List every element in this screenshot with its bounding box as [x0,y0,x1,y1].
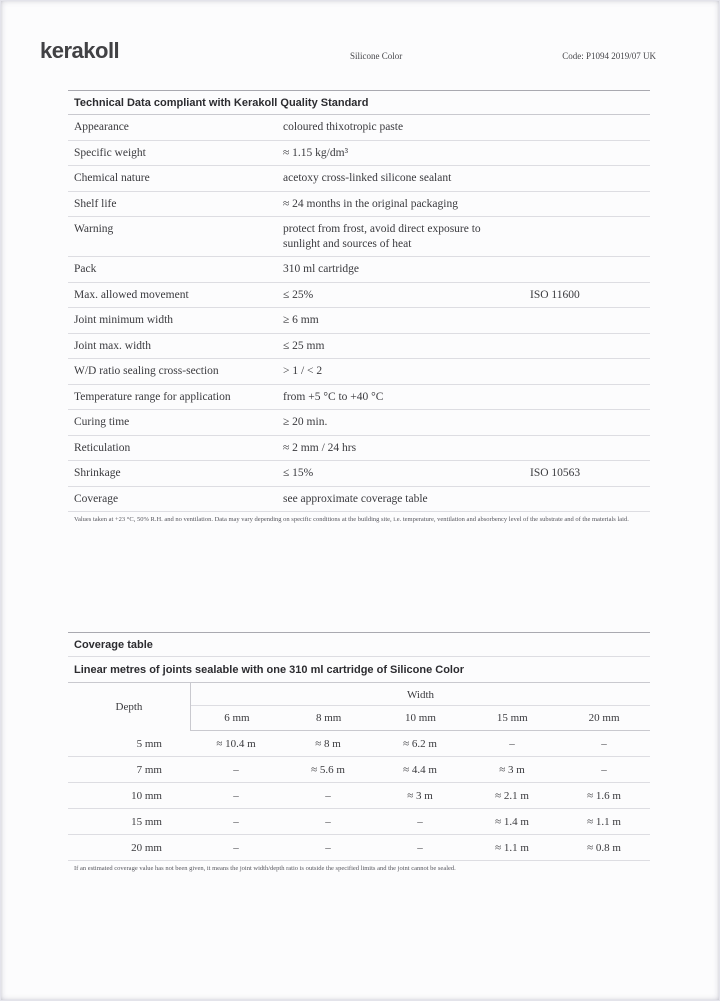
tech-row-value: ≤ 25% [283,288,314,301]
tech-row-standard [530,313,650,328]
coverage-value-cell: ≈ 1.1 m [495,841,529,854]
tech-row [68,115,650,141]
coverage-row [68,731,650,757]
coverage-table-body [68,731,650,861]
coverage-value-cell: ≈ 3 m [407,789,433,802]
coverage-value-cell: – [417,815,423,828]
tech-row-value: from +5 °C to +40 °C [283,390,384,403]
tech-row-label: W/D ratio sealing cross-section [74,365,219,377]
tech-row-label: Curing time [74,416,130,428]
coverage-row [68,757,650,783]
tech-row [68,487,650,513]
tech-row-standard [530,390,650,405]
tech-row-value: ≥ 20 min. [283,416,328,428]
tech-row-value: ≤ 15% [283,467,314,479]
document-title: Silicone Color [350,51,403,61]
tech-row-standard [530,120,650,135]
coverage-value-cell: ≈ 10.4 m [216,737,256,750]
tech-row-value: see approximate coverage table [283,492,428,505]
coverage-value-cell: ≈ 3 m [499,763,525,776]
tech-row-standard [530,364,650,379]
width-column-label: 6 mm [224,712,250,724]
coverage-row [68,783,650,809]
tech-row-standard [530,146,650,161]
tech-row-value: protect from frost, avoid direct exposure to sunlight and sources of heat [283,223,481,250]
tech-row-standard [530,492,650,507]
coverage-value-cell: ≈ 2.1 m [495,789,529,802]
coverage-value-cell: – [233,789,239,802]
kerakoll-logo: kerakoll [40,38,120,63]
tech-row [68,334,650,360]
coverage-title: Coverage table [68,633,650,657]
tech-row-standard [530,415,650,430]
tech-row-standard [530,171,650,186]
tech-row-value: ≥ 6 mm [283,314,319,326]
coverage-depth-label: 15 mm [131,815,162,828]
tech-row [68,461,650,487]
coverage-value-cell: ≈ 6.2 m [403,737,437,750]
coverage-value-cell: – [233,841,239,854]
tech-row-label: Specific weight [74,146,146,159]
tech-row [68,436,650,462]
coverage-value-cell: ≈ 4.4 m [403,763,437,776]
coverage-value-cell: – [601,737,607,750]
tech-row-value: 310 ml cartridge [283,263,360,275]
tech-row-standard [530,339,650,354]
tech-row-value: acetoxy cross-linked silicone sealant [283,172,452,184]
tech-row-label: Shelf life [74,197,117,210]
tech-row-value: coloured thixotropic paste [283,121,404,133]
coverage-depth-label: 5 mm [136,737,162,750]
tech-row-label: Warning [74,223,114,235]
tech-row-standard [530,262,650,277]
coverage-subtitle: Linear metres of joints sealable with one 310 ml cartridge of Silicone Color [68,657,650,683]
tech-row-label: Joint minimum width [74,314,174,326]
width-column-label: 10 mm [405,712,436,724]
width-column-label: 20 mm [588,712,620,724]
coverage-value-cell: ≈ 1.1 m [587,815,621,828]
tech-row-standard [530,197,650,212]
width-group-header: Width [191,683,650,706]
coverage-depth-label: 7 mm [136,763,162,776]
tech-row [68,217,650,257]
tech-row-label: Shrinkage [74,467,121,479]
coverage-footnote: If an estimated coverage value has not been given, it means the joint width/depth ratio is outside the specified limits and the joint cannot be sealed. [74,865,456,872]
tech-row-standard: ISO 10563 [530,467,581,479]
tech-row [68,192,650,218]
coverage-depth-label: 20 mm [131,841,162,854]
coverage-value-cell: – [325,789,331,802]
tech-row-label: Pack [74,263,97,275]
technical-data-title: Technical Data compliant with Kerakoll Quality Standard [68,91,650,115]
tech-row [68,141,650,167]
tech-row-value: ≈ 2 mm / 24 hrs [283,441,357,454]
technical-data-rows [68,115,650,512]
tech-row [68,257,650,283]
coverage-value-cell: – [325,841,331,854]
page-header [0,38,720,66]
tech-row [68,385,650,411]
coverage-value-cell: – [601,763,607,776]
coverage-value-cell: – [417,841,423,854]
tech-row-standard: ISO 11600 [530,288,580,301]
technical-data-footnote: Values taken at +23 °C, 50% R.H. and no ventilation. Data may vary depending on specific conditions at the building site, i.e. temperature, ventilation and absorbency level of the substrate and of the materials laid. [74,516,629,523]
tech-row-value: ≈ 24 months in the original packaging [283,197,458,210]
coverage-value-cell: ≈ 8 m [315,737,341,750]
tech-row-standard [530,222,650,251]
tech-row-value: ≈ 1.15 kg/dm³ [283,146,349,159]
width-column-label: 8 mm [316,712,342,724]
width-column-group [190,683,650,731]
technical-data-section [68,90,650,524]
depth-column-header: Depth [115,701,143,713]
coverage-value-cell: – [509,737,515,750]
document-code: Code: P1094 2019/07 UK [562,51,656,61]
coverage-table-header [68,683,650,731]
tech-row-value: ≤ 25 mm [283,339,325,352]
tech-row [68,166,650,192]
tech-row-label: Reticulation [74,441,131,454]
coverage-row [68,809,650,835]
width-column-label: 15 mm [496,712,528,724]
coverage-value-cell: – [325,815,331,828]
tech-row-value: > 1 / < 2 [283,365,323,377]
width-column-headers [191,706,650,731]
tech-row-label: Temperature range for application [74,390,231,403]
coverage-value-cell: ≈ 1.6 m [587,789,621,802]
coverage-value-cell: – [233,763,239,776]
tech-row [68,283,650,309]
tech-row [68,308,650,334]
tech-row-label: Coverage [74,492,119,505]
coverage-section [68,632,650,873]
tech-row-label: Chemical nature [74,172,150,184]
tech-row-standard [530,441,650,456]
tech-row [68,359,650,385]
coverage-value-cell: – [233,815,239,828]
tech-row-label: Appearance [74,121,129,133]
coverage-value-cell: ≈ 0.8 m [587,841,621,854]
coverage-row [68,835,650,861]
tech-row-label: Max. allowed movement [74,288,189,301]
tech-row [68,410,650,436]
tech-row-label: Joint max. width [74,339,151,352]
coverage-depth-label: 10 mm [131,789,162,802]
coverage-value-cell: ≈ 1.4 m [495,815,529,828]
coverage-value-cell: ≈ 5.6 m [311,763,345,776]
